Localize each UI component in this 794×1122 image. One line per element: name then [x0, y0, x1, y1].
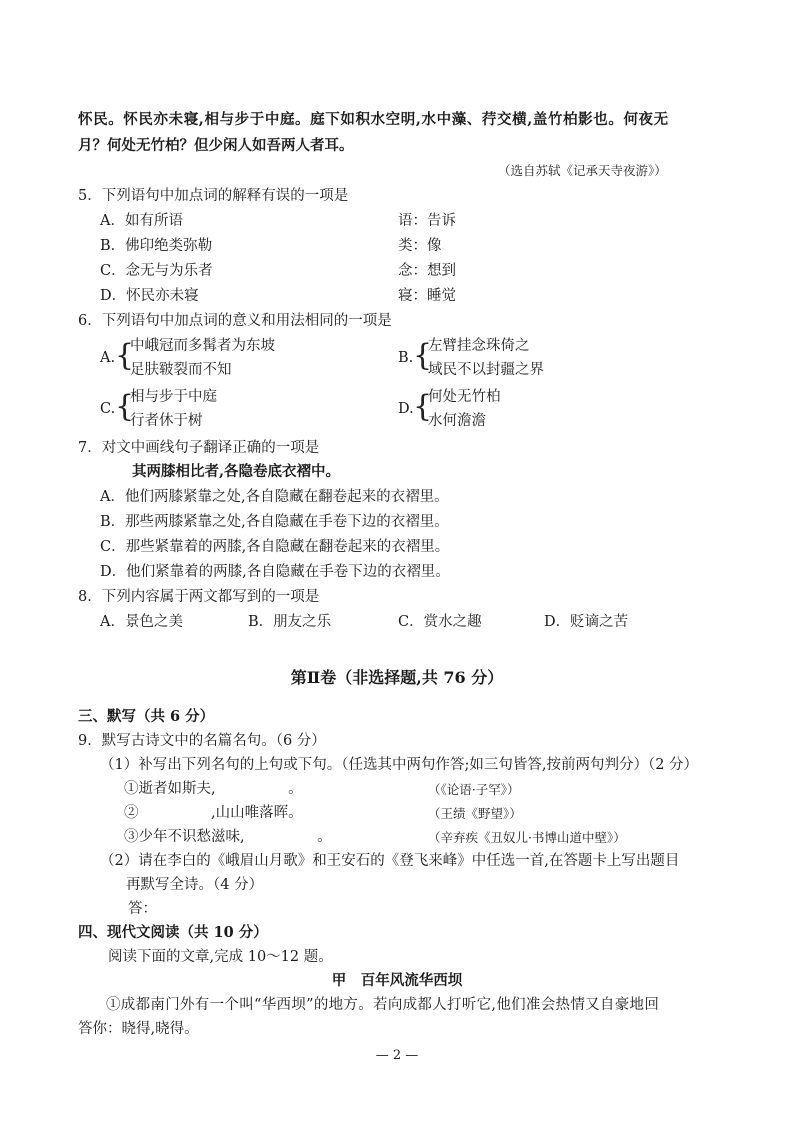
q9-sub2-line1: （2）请在李白的《峨眉山月歌》和王安石的《登飞来峰》中任选一首,在答题卡上写出题目	[100, 853, 680, 869]
q6-d-label: D.	[398, 401, 414, 417]
q5-stem: 5．下列语句中加点词的解释有误的一项是	[78, 188, 349, 204]
q7-option-d: D．他们紧靠着的两膝,各自隐藏在手卷下边的衣褶里。	[100, 564, 450, 580]
q5-option-b: B．佛印绝类弥勒	[100, 238, 213, 254]
q6-a-bottom: 足肤皲裂而不知	[130, 362, 232, 378]
article-para1-line2: 答你：晓得,晓得。	[78, 1021, 199, 1037]
q5-gloss-d: 寝：睡觉	[398, 288, 456, 304]
passage-source: （选自苏轼《记承天寺夜游》）	[498, 163, 667, 178]
part4-instruction: 阅读下面的文章,完成 10～12 题。	[108, 949, 333, 965]
q9-sub1: （1）补写出下列名句的上句或下句。（任选其中两句作答;如三句皆答,按前两句判分）（2 分）	[100, 757, 699, 773]
q9-item-2: ② ,山山唯落晖。	[124, 805, 303, 821]
passage-line-1: 怀民。怀民亦未寝,相与步于中庭。庭下如积水空明,水中藻、荇交横,盖竹柏影也。何夜无	[78, 111, 669, 128]
q9-stem: 9．默写古诗文中的名篇名句。（6 分）	[78, 733, 326, 749]
q9-sub2-line2: 再默写全诗。（4 分）	[126, 877, 264, 893]
q6-b-brace: {	[413, 338, 433, 373]
q7-option-c: C．那些紧靠着的两膝,各自隐藏在翻卷起来的衣褶里。	[100, 539, 450, 555]
q6-b-bottom: 域民不以封疆之界	[428, 362, 544, 378]
q5-gloss-c: 念：想到	[398, 263, 456, 279]
q6-a-label: A.	[100, 350, 116, 366]
q7-option-b: B．那些两膝紧靠之处,各自隐藏在手卷下边的衣褶里。	[100, 514, 449, 530]
article-title: 甲 百年风流华西坝	[331, 972, 463, 989]
q5-gloss-a: 语：告诉	[398, 213, 456, 229]
q5-option-a: A．如有所语	[100, 213, 183, 229]
q9-item-1-source: （《论语·子罕》）	[428, 782, 520, 797]
part4-header: 四、现代文阅读（共 10 分）	[78, 924, 268, 941]
page-number: — 2 —	[375, 1048, 419, 1063]
part3-header: 三、默写（共 6 分）	[78, 708, 215, 725]
q7-stem: 7．对文中画线句子翻译正确的一项是	[78, 440, 320, 456]
q7-quote: 其两膝相比者,各隐卷底衣褶中。	[132, 463, 341, 480]
q9-item-3-source: （辛弃疾《丑奴儿·书博山道中壁》）	[428, 830, 626, 845]
q9-answer-label: 答：	[128, 901, 157, 917]
q7-option-a: A．他们两膝紧靠之处,各自隐藏在翻卷起来的衣褶里。	[100, 489, 449, 505]
q8-stem: 8．下列内容属于两文都写到的一项是	[78, 589, 320, 605]
q5-gloss-b: 类：像	[398, 238, 442, 254]
q5-option-c: C．念无与为乐者	[100, 263, 213, 279]
section-2-title: 第Ⅱ卷（非选择题,共 76 分）	[290, 668, 504, 687]
q8-option-c: C．赏水之趣	[398, 614, 482, 630]
q6-stem: 6．下列语句中加点词的意义和用法相同的一项是	[78, 313, 392, 329]
q6-d-brace: {	[413, 389, 433, 424]
q8-option-b: B．朋友之乐	[248, 614, 332, 630]
q8-option-d: D．贬谪之苦	[544, 614, 629, 630]
q6-c-label: C.	[100, 401, 116, 417]
q6-d-top: 何处无竹柏	[428, 389, 501, 405]
q9-item-3: ③少年不识愁滋味, 。	[124, 829, 332, 845]
q6-b-top: 左臂挂念珠倚之	[428, 338, 530, 354]
q6-c-top: 相与步于中庭	[130, 389, 217, 405]
q6-d-bottom: 水何澹澹	[428, 413, 486, 429]
q6-b-label: B.	[398, 350, 414, 366]
q6-c-brace: {	[115, 389, 135, 424]
q9-item-1: ①逝者如斯夫, 。	[124, 781, 303, 797]
q6-c-bottom: 行者休于树	[130, 413, 203, 429]
q5-option-d: D．怀民亦未寝	[100, 288, 199, 304]
q6-a-brace: {	[115, 338, 135, 373]
passage-line-2: 月？何处无竹柏？但少闲人如吾两人者耳。	[78, 137, 354, 154]
q6-a-top: 中峨冠而多髯者为东坡	[130, 338, 275, 354]
article-para1-line1: ①成都南门外有一个叫“华西坝”的地方。若向成都人打听它,他们准会热情又自豪地回	[106, 997, 660, 1013]
q8-option-a: A．景色之美	[100, 614, 183, 630]
q9-item-2-source: （王绩《野望》）	[428, 806, 522, 821]
